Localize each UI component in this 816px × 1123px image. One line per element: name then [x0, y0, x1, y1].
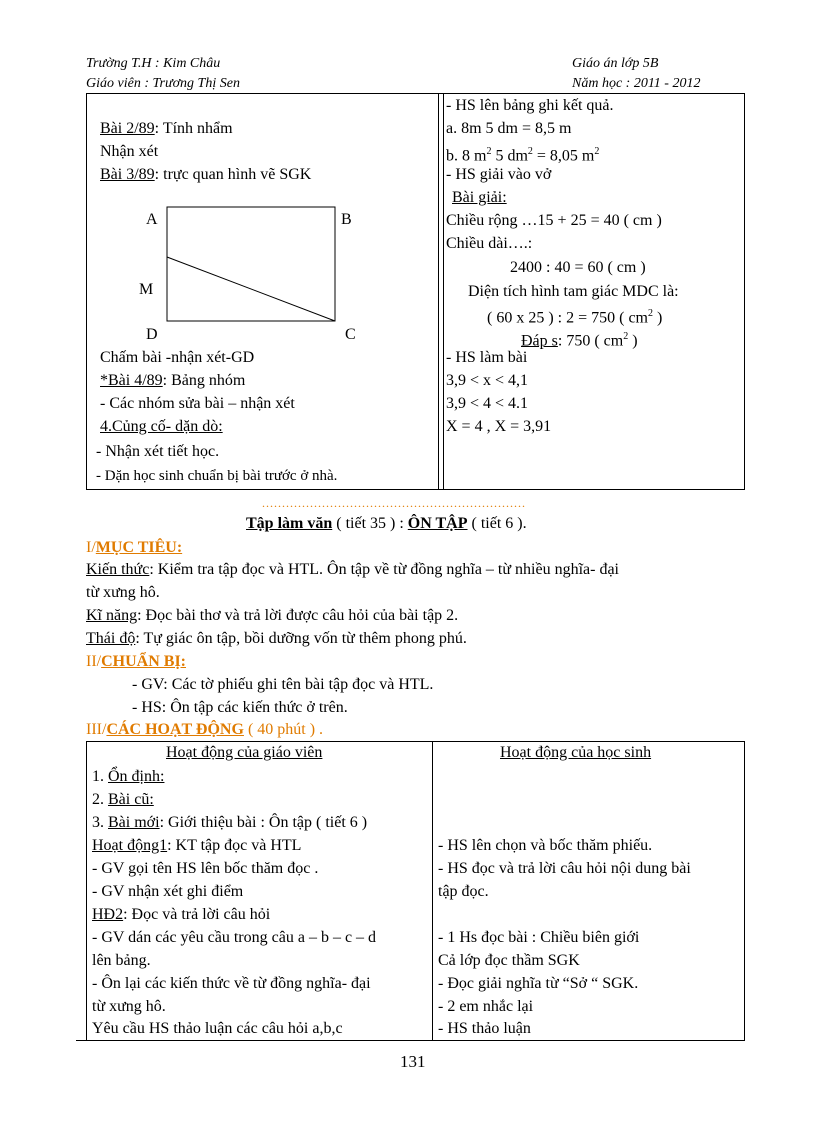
- t-right-3: tập đọc.: [438, 883, 489, 900]
- right-line-14: 3,9 < 4 < 4.1: [446, 395, 529, 412]
- section2-numeral: II/: [86, 653, 102, 670]
- r10-sup: 2: [648, 308, 653, 319]
- t-left-10: - Ôn lại các kiến thức về từ đồng nghĩa- đại: [92, 975, 371, 992]
- bai4-label: *Bài 4/89: [100, 372, 163, 389]
- section1-title: MỤC TIÊU:: [95, 539, 183, 556]
- activity-table-left-border: [86, 741, 87, 1041]
- bai2-text: : Tính nhẩm: [154, 120, 233, 137]
- t-left-1-label: Ổn định:: [108, 768, 165, 785]
- kien-thuc-line: [86, 558, 619, 581]
- right-line-12: - HS làm bài: [446, 349, 528, 366]
- dotted-separator: ..................................................................: [262, 496, 526, 510]
- section3-heading: [86, 718, 323, 741]
- thai-do-text: : Tự giác ôn tập, bồi dưỡng vốn từ thêm phong phú.: [135, 630, 467, 647]
- section3-numeral: III/: [86, 721, 107, 738]
- activity-table-bottom-border: [76, 1040, 744, 1041]
- t-left-3: [92, 811, 367, 834]
- t-left-8: - GV dán các yêu cầu trong câu a – b – c – d: [92, 929, 377, 946]
- lesson-title: [246, 512, 527, 535]
- t-left-12: Yêu cầu HS thảo luận các câu hỏi a,b,c: [92, 1020, 343, 1037]
- t-left-2: [92, 788, 154, 811]
- r3-sup2: 2: [527, 146, 533, 157]
- right-line-7: Chiều dài….:: [446, 235, 533, 252]
- section1-heading: [86, 536, 182, 559]
- t-left-2-label: Bài cũ:: [108, 791, 154, 808]
- t-right-2: - HS đọc và trả lời câu hỏi nội dung bài: [438, 860, 691, 877]
- cham-bai-line: Chấm bài -nhận xét-GD: [100, 349, 255, 366]
- thai-do-line: [86, 627, 467, 650]
- dap-so-label: Đáp s: [521, 332, 558, 350]
- thai-do-label: Thái độ: [86, 630, 136, 647]
- t-left-7: [92, 903, 270, 926]
- item-nhan-xet: - Nhận xét tiết học.: [96, 443, 220, 460]
- bai3-label: Bài 3/89: [100, 166, 155, 183]
- section3-duration: ( 40 phút ) .: [243, 721, 324, 738]
- t-right-1: - HS lên chọn và bốc thăm phiếu.: [438, 837, 653, 854]
- bai2-label: Bài 2/89: [100, 120, 155, 137]
- lesson-period-end: ( tiết 6 ).: [467, 515, 527, 532]
- dap-so-line: [521, 325, 638, 352]
- r3-part-c: = 8,05 m: [532, 147, 595, 165]
- col-header-teacher: Hoạt động của giáo viên: [166, 744, 323, 761]
- header-rule: [86, 93, 744, 94]
- bai-giai-heading: Bài giải:: [452, 189, 507, 206]
- r10-part-b: ): [653, 309, 663, 327]
- right-line-15: X = 4 , X = 3,91: [446, 418, 552, 435]
- t-left-11: từ xưng hô.: [92, 998, 166, 1015]
- chuan-bi-hs: - HS: Ôn tập các kiến thức ở trên.: [132, 699, 348, 716]
- right-line-13: 3,9 < x < 4,1: [446, 372, 529, 389]
- lesson-subject: Tập làm văn: [246, 515, 333, 532]
- top-table-middle-border-2: [443, 93, 444, 490]
- kien-thuc-label: Kiến thức: [86, 561, 150, 578]
- right-line-8: 2400 : 40 = 60 ( cm ): [510, 259, 646, 276]
- section2-heading: [86, 650, 186, 673]
- figure-label-b: B: [341, 211, 352, 228]
- figure-label-a: A: [146, 211, 158, 228]
- r10-part-a: ( 60 x 25 ) : 2 = 750 ( cm: [487, 309, 648, 327]
- t-right-6: - Đọc giải nghĩa từ “Sở “ SGK.: [438, 975, 639, 992]
- nhan-xet-line: Nhận xét: [100, 143, 159, 160]
- r3-sup1: 2: [486, 146, 492, 157]
- t-left-6: - GV nhận xét ghi điểm: [92, 883, 244, 900]
- bai4-line: [100, 369, 245, 392]
- t-left-1-num: 1.: [92, 768, 108, 785]
- segment-mc: [167, 257, 335, 321]
- dap-so-part-b: ): [628, 332, 638, 350]
- t-left-7-label: HĐ2: [92, 906, 124, 923]
- school-name: Trường T.H : Kim Châu: [86, 56, 221, 71]
- t-right-8: - HS thảo luận: [438, 1020, 531, 1037]
- t-right-7: - 2 em nhắc lại: [438, 998, 534, 1015]
- t-left-9: lên bảng.: [92, 952, 151, 969]
- bai3-line: [100, 163, 311, 186]
- right-line-1: - HS lên bảng ghi kết quả.: [446, 97, 614, 114]
- activity-table-right-border: [744, 741, 745, 1041]
- lesson-plan-class: Giáo án lớp 5B: [572, 56, 659, 71]
- right-line-4: - HS giải vào vở: [446, 166, 552, 183]
- lesson-period: ( tiết 35 ) :: [332, 515, 408, 532]
- t-left-4-text: : KT tập đọc và HTL: [167, 837, 302, 854]
- dap-so-part-a: : 750 ( cm: [557, 332, 624, 350]
- t-left-4: [92, 834, 301, 857]
- section2-title: CHUẨN BỊ:: [101, 653, 186, 670]
- kien-thuc-line-2: từ xưng hô.: [86, 584, 160, 601]
- right-line-2: a. 8m 5 dm = 8,5 m: [446, 120, 572, 137]
- t-left-3-num: 3.: [92, 814, 108, 831]
- bai3-text: : trực quan hình vẽ SGK: [154, 166, 312, 183]
- section1-numeral: I/: [86, 539, 96, 556]
- item-dan-do: - Dặn học sinh chuẩn bị bài trước ở nhà.: [96, 468, 338, 484]
- figure-label-c: C: [345, 326, 356, 343]
- r3-part-a: b. 8 m: [446, 147, 487, 165]
- r3-part-b: 5 dm: [491, 147, 528, 165]
- page-number: 131: [400, 1052, 426, 1071]
- col-header-student: Hoạt động của học sinh: [500, 744, 652, 761]
- top-table-middle-border: [438, 93, 439, 490]
- dap-so-sup: 2: [623, 331, 629, 342]
- t-right-5: Cả lớp đọc thầm SGK: [438, 952, 580, 969]
- ki-nang-text: : Đọc bài thơ và trả lời được câu hỏi của bài tập 2.: [137, 607, 459, 624]
- t-left-4-label: Hoạt động1: [92, 837, 168, 854]
- t-left-2-num: 2.: [92, 791, 108, 808]
- t-left-5: - GV gọi tên HS lên bốc thăm đọc .: [92, 860, 319, 877]
- bai2-line: [100, 117, 233, 140]
- t-right-4: - 1 Hs đọc bài : Chiều biên giới: [438, 929, 640, 946]
- top-table-right-border: [744, 93, 745, 490]
- kien-thuc-text: : Kiểm tra tập đọc và HTL. Ôn tập về từ đồng nghĩa – từ nhiều nghĩa- đại: [149, 561, 619, 578]
- school-year: Năm học : 2011 - 2012: [572, 76, 701, 91]
- right-line-6: Chiều rộng …15 + 25 = 40 ( cm ): [446, 212, 662, 229]
- lesson-topic: ÔN TẬP: [407, 515, 468, 532]
- ki-nang-label: Kĩ năng: [86, 607, 138, 624]
- teacher-name: Giáo viên : Trương Thị Sen: [86, 76, 240, 91]
- figure-label-m: M: [139, 281, 154, 298]
- figure-label-d: D: [146, 326, 158, 343]
- t-left-3-label: Bài mới: [108, 814, 160, 831]
- chuan-bi-gv: - GV: Các tờ phiếu ghi tên bài tập đọc và HTL.: [132, 676, 434, 693]
- r3-sup3: 2: [594, 146, 600, 157]
- rectangle-abcd: [167, 207, 335, 321]
- cung-co-heading: 4.Củng cố- dặn dò:: [100, 418, 223, 435]
- activity-table-middle-border: [432, 741, 433, 1041]
- top-table-bottom-border: [86, 489, 744, 490]
- ki-nang-line: [86, 604, 458, 627]
- t-left-1: [92, 765, 164, 788]
- section3-title: CÁC HOẠT ĐỘNG: [106, 721, 244, 738]
- top-table-left-border: [86, 93, 87, 490]
- right-line-9: Diện tích hình tam giác MDC là:: [468, 283, 679, 300]
- nhom-line: - Các nhóm sửa bài – nhận xét: [100, 395, 295, 412]
- bai4-text: : Bảng nhóm: [162, 372, 246, 389]
- t-left-7-text: : Đọc và trả lời câu hỏi: [123, 906, 271, 923]
- t-left-3-text: : Giới thiệu bài : Ôn tập ( tiết 6 ): [159, 814, 368, 831]
